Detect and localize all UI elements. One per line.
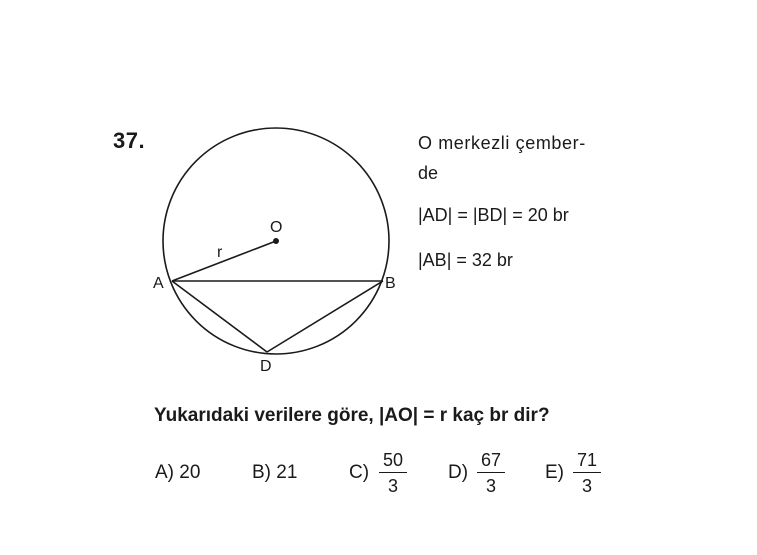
option-a-value: 20 [179, 462, 201, 483]
option-c-fraction[interactable] [379, 450, 407, 497]
given-ab: |AB| = 32 br [418, 250, 513, 270]
option-d-denominator: 3 [486, 476, 497, 496]
option-e-fraction[interactable] [573, 450, 601, 497]
given-line-2: de [418, 163, 439, 183]
option-b-label: B) [252, 462, 271, 483]
label-r: r [217, 244, 223, 261]
center-point [273, 238, 279, 244]
question-prompt: Yukarıdaki verilere göre, |AO| = r kaç br dir? [154, 405, 550, 426]
option-b-value: 21 [276, 462, 298, 483]
question-number: 37. [113, 128, 146, 153]
option-c-numerator: 50 [379, 450, 407, 473]
option-d-label[interactable]: D) [448, 462, 469, 483]
option-e-numerator: 71 [573, 450, 601, 473]
option-a-label: A) [155, 462, 174, 483]
given-line-1: O merkezli çember- [418, 133, 586, 153]
option-b[interactable] [252, 462, 297, 484]
given-ad-bd: |AD| = |BD| = 20 br [418, 205, 569, 225]
label-d: D [260, 358, 272, 375]
option-e-label[interactable]: E) [545, 462, 564, 483]
option-a[interactable] [155, 462, 200, 484]
option-c-denominator: 3 [388, 476, 399, 496]
option-c-label[interactable]: C) [349, 462, 370, 483]
label-b: B [385, 275, 396, 292]
label-o: O [270, 219, 283, 236]
label-a: A [153, 275, 164, 292]
option-e-denominator: 3 [582, 476, 593, 496]
option-d-fraction[interactable] [477, 450, 505, 497]
chord-ad [172, 281, 267, 352]
option-d-numerator: 67 [477, 450, 505, 473]
radius-ao [172, 241, 276, 281]
chord-bd [267, 281, 383, 352]
